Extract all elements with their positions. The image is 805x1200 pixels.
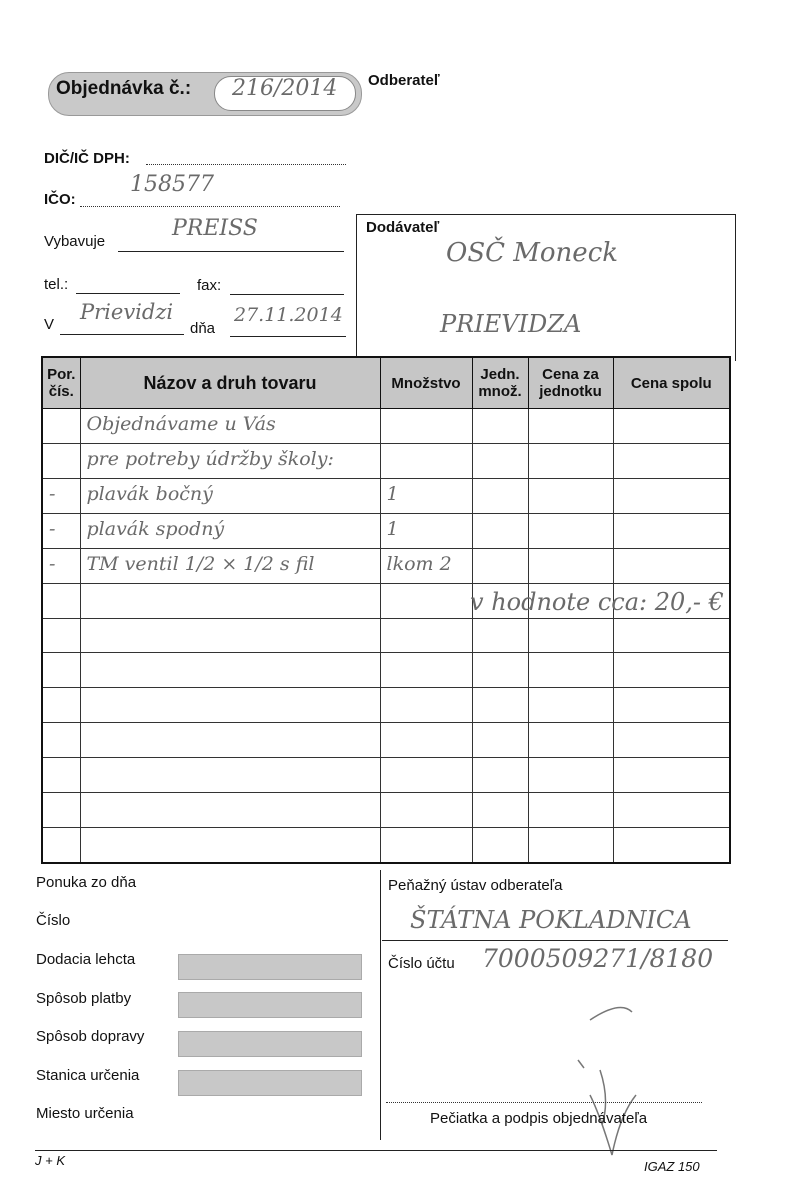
customer-label: Odberateľ [368, 72, 440, 89]
item-name-cell[interactable] [80, 688, 380, 723]
place-value: Prievidzi [80, 300, 174, 324]
account-label: Číslo účtu [388, 955, 455, 972]
destination-place-label: Miesto určenia [36, 1105, 134, 1122]
quantity-cell-value: lkom 2 [386, 553, 452, 576]
table-row [42, 618, 730, 653]
row-number-cell[interactable] [42, 443, 80, 478]
total-cell[interactable] [613, 478, 730, 513]
unit-cell[interactable] [472, 828, 528, 863]
unit-cell[interactable] [472, 723, 528, 758]
order-label: Objednávka č.: [56, 78, 192, 99]
unit-price-cell[interactable] [528, 793, 613, 828]
offer-number-label: Číslo [36, 912, 71, 929]
signature [560, 1000, 680, 1170]
unit-cell[interactable] [472, 618, 528, 653]
supplier-name: OSČ Moneck [446, 238, 619, 268]
estimate-note: v hodnote cca: 20,- € [470, 588, 724, 616]
offer-date-label: Ponuka zo dňa [36, 874, 137, 891]
item-name-cell[interactable] [80, 618, 380, 653]
row-number-cell[interactable] [42, 828, 80, 863]
supplier-label: Dodávateľ [366, 219, 440, 236]
quantity-cell[interactable] [380, 618, 472, 653]
quantity-cell[interactable] [380, 513, 472, 548]
bank-label: Peňažný ústav odberateľa [388, 877, 563, 894]
unit-cell[interactable] [472, 513, 528, 548]
row-number-cell[interactable] [42, 618, 80, 653]
table-row [42, 478, 730, 513]
item-name-cell[interactable] [80, 828, 380, 863]
bank-value: ŠTÁTNA POKLADNICA [410, 906, 692, 934]
unit-cell[interactable] [472, 653, 528, 688]
item-name-cell[interactable] [80, 793, 380, 828]
unit-cell[interactable] [472, 793, 528, 828]
quantity-cell[interactable] [380, 653, 472, 688]
unit-price-cell[interactable] [528, 409, 613, 444]
quantity-cell[interactable] [380, 723, 472, 758]
row-number-cell[interactable] [42, 723, 80, 758]
total-cell[interactable] [613, 688, 730, 723]
supplier-city: PRIEVIDZA [440, 310, 582, 338]
delivery-term-label: Dodacia lehcta [36, 951, 136, 968]
unit-price-cell[interactable] [528, 653, 613, 688]
item-name-cell-value: Objednávame u Vás [86, 413, 276, 436]
row-number-cell[interactable] [42, 653, 80, 688]
unit-cell[interactable] [472, 409, 528, 444]
item-name-cell-value: plavák spodný [86, 518, 225, 541]
total-cell[interactable] [613, 828, 730, 863]
unit-price-cell[interactable] [528, 478, 613, 513]
col-header-number: Por. čís. [42, 357, 80, 409]
unit-cell[interactable] [472, 688, 528, 723]
total-cell[interactable] [613, 723, 730, 758]
unit-cell[interactable] [472, 758, 528, 793]
row-number-cell-value: - [49, 518, 56, 541]
quantity-cell-value: 1 [386, 483, 399, 506]
vybavuje-label: Vybavuje [44, 233, 106, 250]
quantity-cell-value: 1 [386, 518, 399, 541]
item-name-cell[interactable] [80, 409, 380, 444]
table-row [42, 409, 730, 444]
total-cell[interactable] [613, 758, 730, 793]
transport-method-label: Spôsob dopravy [36, 1028, 145, 1045]
delivery-term-field[interactable] [178, 954, 362, 980]
row-number-cell[interactable] [42, 583, 80, 618]
table-row [42, 828, 730, 863]
date-value: 27.11.2014 [234, 304, 343, 326]
table-row [42, 443, 730, 478]
item-name-cell-value: TM ventil 1/2 × 1/2 s fil [86, 553, 315, 576]
row-number-cell-value: - [49, 483, 56, 506]
item-name-cell[interactable] [80, 548, 380, 583]
total-cell[interactable] [613, 443, 730, 478]
table-row [42, 723, 730, 758]
total-cell[interactable] [613, 409, 730, 444]
footer-line [35, 1150, 717, 1151]
payment-method-field[interactable] [178, 992, 362, 1018]
row-number-cell-value: - [49, 553, 56, 576]
stamp-line[interactable] [386, 1092, 702, 1103]
ico-value: 158577 [130, 172, 214, 197]
quantity-cell[interactable] [380, 548, 472, 583]
total-cell[interactable] [613, 513, 730, 548]
unit-price-cell[interactable] [528, 513, 613, 548]
total-cell[interactable] [613, 548, 730, 583]
quantity-cell[interactable] [380, 443, 472, 478]
item-name-cell-value: plavák bočný [86, 483, 213, 506]
payment-method-label: Spôsob platby [36, 990, 132, 1007]
row-number-cell[interactable] [42, 758, 80, 793]
unit-cell[interactable] [472, 548, 528, 583]
ico-label: IČO: [44, 191, 76, 208]
quantity-cell[interactable] [380, 758, 472, 793]
account-value: 7000509271/8180 [482, 944, 714, 973]
row-number-cell[interactable] [42, 688, 80, 723]
unit-price-cell[interactable] [528, 548, 613, 583]
dic-label: DIČ/IČ DPH: [44, 150, 130, 167]
quantity-cell[interactable] [380, 793, 472, 828]
footer-right: IGAZ 150 [644, 1159, 700, 1174]
tel-label: tel.: [44, 276, 69, 293]
item-name-cell[interactable] [80, 513, 380, 548]
table-row [42, 513, 730, 548]
vybavuje-value: PREISS [172, 216, 258, 241]
item-name-cell-value: pre potreby údržby školy: [86, 448, 334, 471]
quantity-cell[interactable] [380, 828, 472, 863]
table-row [42, 793, 730, 828]
destination-station-field[interactable] [178, 1070, 362, 1096]
quantity-cell[interactable] [380, 478, 472, 513]
item-name-cell[interactable] [80, 723, 380, 758]
unit-price-cell[interactable] [528, 828, 613, 863]
fax-label: fax: [197, 277, 222, 294]
unit-cell[interactable] [472, 443, 528, 478]
unit-price-cell[interactable] [528, 723, 613, 758]
row-number-cell[interactable] [42, 478, 80, 513]
table-row [42, 548, 730, 583]
unit-cell[interactable] [472, 478, 528, 513]
col-header-unit: Jedn. množ. [472, 357, 528, 409]
item-name-cell[interactable] [80, 653, 380, 688]
col-header-name: Názov a druh tovaru [80, 357, 380, 409]
col-header-total: Cena spolu [613, 357, 730, 409]
transport-method-field[interactable] [178, 1031, 362, 1057]
unit-price-cell[interactable] [528, 443, 613, 478]
row-number-cell[interactable] [42, 409, 80, 444]
total-cell[interactable] [613, 618, 730, 653]
date-label: dňa [190, 320, 216, 337]
unit-price-cell[interactable] [528, 758, 613, 793]
item-name-cell[interactable] [80, 478, 380, 513]
footer-left: J + K [35, 1153, 65, 1168]
col-header-quantity: Množstvo [380, 357, 472, 409]
row-number-cell[interactable] [42, 548, 80, 583]
table-row [42, 653, 730, 688]
total-cell[interactable] [613, 793, 730, 828]
item-name-cell[interactable] [80, 443, 380, 478]
stamp-label: Pečiatka a podpis objednávateľa [430, 1110, 648, 1127]
row-number-cell[interactable] [42, 513, 80, 548]
destination-station-label: Stanica určenia [36, 1067, 140, 1084]
tel-field[interactable] [76, 278, 180, 294]
col-header-unit-price: Cena za jednotku [528, 357, 613, 409]
table-row [42, 758, 730, 793]
bottom-divider [380, 870, 381, 1140]
item-name-cell[interactable] [80, 758, 380, 793]
unit-price-cell[interactable] [528, 618, 613, 653]
item-name-cell[interactable] [80, 583, 380, 618]
quantity-cell[interactable] [380, 688, 472, 723]
row-number-cell[interactable] [42, 793, 80, 828]
supplier-box[interactable] [356, 214, 736, 361]
fax-field[interactable] [230, 279, 344, 295]
bank-field[interactable] [382, 924, 728, 941]
unit-price-cell[interactable] [528, 688, 613, 723]
order-number-value: 216/2014 [232, 76, 338, 101]
place-label: V [44, 316, 55, 333]
quantity-cell[interactable] [380, 409, 472, 444]
total-cell[interactable] [613, 653, 730, 688]
table-row [42, 688, 730, 723]
dic-field[interactable] [146, 150, 346, 165]
quantity-cell[interactable] [380, 583, 472, 618]
